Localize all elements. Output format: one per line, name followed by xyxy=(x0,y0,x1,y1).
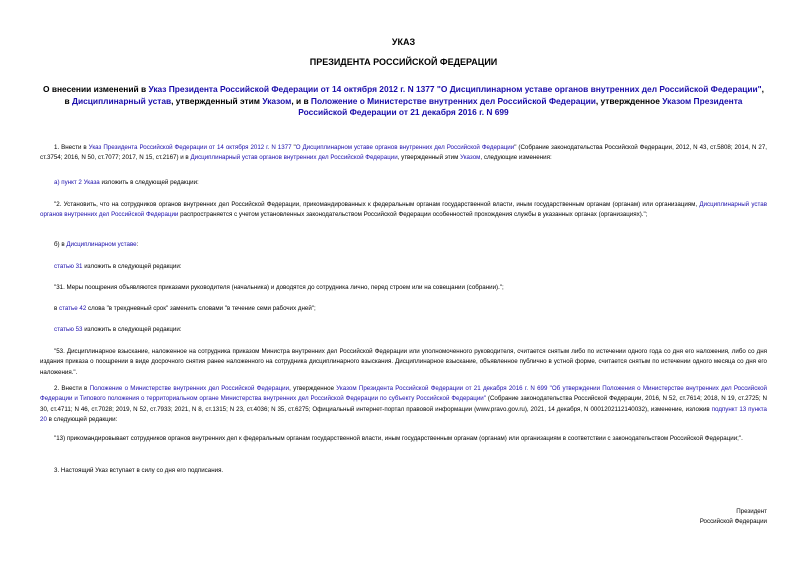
p2main-text: (Собрание законодательства Российской Федерации, 2016, N 52, ст.7614; 2018, N 19, ст.2725; N 30, ст.4711; N 46, ст.7028; 2019, N 52, ст.7933; 2021, N 8, ст.1315; N 23, ст.4036; N 35, ст.6275; Официальный интернет-портал правовой информации (www.pravo.gov.ru), 2021, 14 декабря, N 0001202112140032), изменение, изложив xyxy=(40,395,767,413)
p1-link-disciplinary-charter[interactable]: Дисциплинарный устав органов внутренних дел Российской Федерации xyxy=(190,154,398,162)
paragraph-b xyxy=(54,240,138,250)
signature-block xyxy=(700,507,767,528)
paragraph-2-quote xyxy=(40,200,767,221)
pb-text: б) в xyxy=(54,241,67,248)
p2-text: "2. Установить, что на сотрудников органов внутренних дел Российской Федерации, прикомандированных к федеральным органам государственной власти, иным государственным органам (органам) или организациям, xyxy=(54,201,700,208)
p1-text: " (Собрание законодательства Российской Федерации, 2012, N 43, ст.5808; 2014, N 27, ст.3754; 2016, N 50, ст.7077; 2017, N 15, ст.2167) и в xyxy=(40,144,767,162)
paragraph-3: 3. Настоящий Указ вступает в силу со дня его подписания. xyxy=(54,467,224,474)
paragraph-a xyxy=(54,178,199,188)
heading-link-ukaz-699[interactable]: Указом Президента Российской Федерации от 21 декабря 2016 г. N 699 xyxy=(298,95,743,117)
signature-organization: Российской Федерации xyxy=(699,518,767,526)
heading-link-disciplinary-charter[interactable]: Дисциплинарный устав xyxy=(72,95,172,106)
p1-text: , следующие изменения: xyxy=(480,154,552,162)
p2main-text: , утвержденное xyxy=(289,385,337,392)
p1-text: 1. Внести в xyxy=(54,144,89,151)
p2main-link-subpoint-13[interactable]: подпункт 13 пункта 20 xyxy=(40,405,768,424)
p53-link-article-53[interactable]: статью 53 xyxy=(54,326,83,333)
p42-link-article-42[interactable]: статье 42 xyxy=(59,305,87,312)
p42-text: в xyxy=(54,305,60,312)
heading-text: , и в xyxy=(291,95,311,106)
p42-text: слова "в трехдневный срок" заменить словами "в течение семи рабочих дней"; xyxy=(86,305,316,312)
heading-text: О внесении изменений в xyxy=(43,84,149,94)
p1-link-disciplinary-charter-title[interactable]: О Дисциплинарном уставе органов внутренних дел Российской Федерации xyxy=(295,144,515,151)
paragraph-2 xyxy=(40,384,767,426)
paragraph-article-42 xyxy=(54,304,316,314)
heading-text: , утвержденное xyxy=(595,95,663,106)
document-issuer-title: ПРЕЗИДЕНТА РОССИЙСКОЙ ФЕДЕРАЦИИ xyxy=(309,57,498,67)
p1-text: " xyxy=(291,144,296,151)
paragraph-1 xyxy=(40,143,767,164)
heading-link-ukaz-1377[interactable]: Указ Президента Российской Федерации от 14 октября 2012 г. N 1377 "О Дисциплинарном уставе органов внутренних дел Российской Федерации" xyxy=(148,84,762,94)
pa-link-point-2[interactable]: а) пункт 2 Указа xyxy=(54,179,100,186)
document-heading xyxy=(40,84,767,119)
p1-text: , утвержденный этим xyxy=(397,154,461,162)
heading-text: , утвержденный этим xyxy=(171,95,263,106)
p2-text: распространяется с учетом установленных законодательством Российской Федерации особенностей прохождения службы в указанных органах (организациях)."; xyxy=(178,211,648,219)
pb-text: : xyxy=(136,241,139,248)
p2-link-disciplinary-charter[interactable]: Дисциплинарный устав органов внутренних дел Российской Федерации xyxy=(40,201,768,219)
heading-text: , в xyxy=(64,84,764,106)
signature-position: Президент xyxy=(736,508,767,515)
pb-link-disciplinary-charter[interactable]: Дисциплинарном уставе xyxy=(66,241,137,248)
heading-link-mvd-regulation[interactable]: Положение о Министерстве внутренних дел Российской Федерации xyxy=(310,95,596,106)
paragraph-article-53 xyxy=(54,325,182,335)
pa-text: изложить в следующей редакции: xyxy=(99,179,199,186)
paragraph-article-31-text: "31. Меры поощрения объявляются приказами руководителя (начальника) и доводятся до сотрудника лично, перед строем или на совещании (собрании)."; xyxy=(54,284,504,291)
p53-text: изложить в следующей редакции: xyxy=(82,326,182,333)
p2main-text: в следующей редакции: xyxy=(46,416,118,424)
paragraph-subpoint-13-text: "13) прикомандировывает сотрудников органов внутренних дел к федеральным органам государственной власти, иным государственным органам (органам) или организациям в соответствии с законодательством Российской Федерации;". xyxy=(54,435,743,442)
document-type-title: УКАЗ xyxy=(391,37,416,47)
paragraph-article-53-text: "53. Дисциплинарное взыскание, наложенное на сотрудника приказом Министра внутренних дел Российской Федерации или уполномоченного руководителя, считается снятым либо по истечении одного года со дня его наложения, либо со дня издания приказа о поощрении в виде досрочного снятия ранее наложенного на сотрудника дисциплинарного взыскания. Дисциплинарное взыскание, объявленное публично в устной форме, считается снятым по истечении одного месяца со дня его наложения.". xyxy=(40,348,767,376)
p2main-link-ukaz-699[interactable]: Указом Президента Российской Федерации от 21 декабря 2016 г. N 699 "Об утверждении Положения о Министерстве внутренних дел Российской Федерации и Типового положения о территориальном органе Министерства внутренних дел Российской Федерации по субъекту Российской Федерации" xyxy=(40,385,767,403)
heading-link-ukaz[interactable]: Указом xyxy=(262,95,292,106)
paragraph-article-31 xyxy=(54,262,182,272)
p31-link-article-31[interactable]: статью 31 xyxy=(54,263,83,270)
p2main-text: 2. Внести в xyxy=(54,385,90,392)
p31-text: изложить в следующей редакции: xyxy=(82,263,182,270)
p1-link-ukaz[interactable]: Указом xyxy=(460,154,481,162)
p1-link-ukaz-1377[interactable]: Указ Президента Российской Федерации от 14 октября 2012 г. N 1377 xyxy=(88,144,292,151)
p2main-link-mvd-regulation[interactable]: Положение о Министерстве внутренних дел Российской Федерации xyxy=(89,385,290,392)
